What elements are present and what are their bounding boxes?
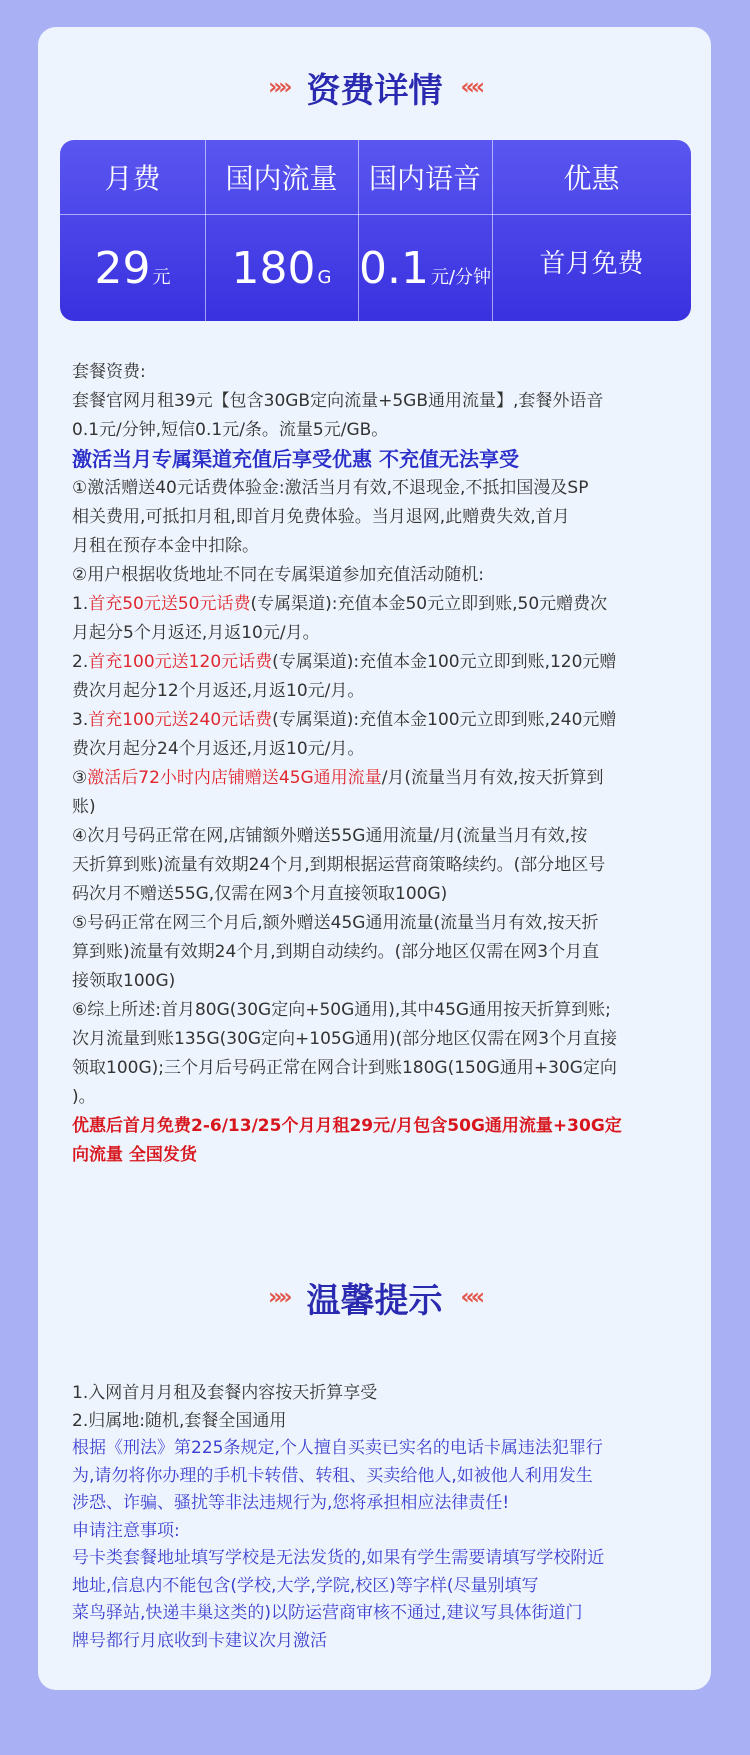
offer-prefix: 2. xyxy=(72,652,89,672)
recharge-highlight: 激活当月专属渠道充值后享受优惠 不充值无法享受 xyxy=(72,447,519,471)
offer-text: (专属渠道):充值本金50元立即到账,50元赠费次 xyxy=(250,594,608,614)
content-card xyxy=(38,27,711,1690)
fee-value-monthly xyxy=(60,215,205,321)
tip-line: 1.入网首月月租及套餐内容按天折算享受 xyxy=(72,1383,378,1403)
fee-value-voice xyxy=(358,215,492,321)
fee-column-voice xyxy=(358,140,493,321)
data-value: 180 xyxy=(231,243,316,294)
double-chevron-left-icon: «« xyxy=(460,75,481,100)
law-line: 为,请勿将你办理的手机卡转借、转租、买卖给他人,如被他人利用发生 xyxy=(72,1465,593,1486)
detail-line: 月起分5个月返还,月返10元/月。 xyxy=(72,623,320,643)
tip-line: 2.归属地:随机,套餐全国通用 xyxy=(72,1410,287,1431)
detail-line: 费次月起分12个月返还,月返10元/月。 xyxy=(72,681,365,701)
fee-column-data xyxy=(205,140,359,321)
offer-text: /月(流量当月有效,按天折算到 xyxy=(381,768,604,788)
offer-line xyxy=(72,648,692,677)
fee-header-voice: 国内语音 xyxy=(358,140,492,215)
offer-line xyxy=(72,590,692,619)
law-line: 根据《刑法》第225条规定,个人擅自买卖已实名的电话卡属违法犯罪行 xyxy=(72,1438,603,1458)
detail-line: ②用户根据收货地址不同在专属渠道参加充值活动随机: xyxy=(72,565,484,585)
offer-line xyxy=(72,764,692,793)
notice-label: 申请注意事项: xyxy=(72,1520,180,1541)
tips-section-heading xyxy=(38,1273,711,1322)
notice-line: 号卡类套餐地址填写学校是无法发货的,如果有学生需要请填写学校附近 xyxy=(72,1548,605,1568)
voice-unit: 元/分钟 xyxy=(430,267,492,288)
notice-line: 地址,信息内不能包含(学校,大学,学院,校区)等字样(尽量别填写 xyxy=(72,1575,539,1596)
monthly-fee-value: 29 xyxy=(94,243,151,294)
double-chevron-right-icon: »» xyxy=(268,75,289,100)
detail-line: 算到账)流量有效期24个月,到期自动续约。(部分地区仅需在网3个月直 xyxy=(72,942,600,962)
detail-line: 领取100G);三个月后号码正常在网合计到账180G(150G通用+30G定向 xyxy=(72,1058,617,1078)
detail-line: 接领取100G) xyxy=(72,971,176,991)
offer-prefix: 3. xyxy=(72,710,89,730)
tips-section-title: 温馨提示 xyxy=(306,1281,443,1321)
fee-section-title: 资费详情 xyxy=(306,71,443,111)
fee-header-promo: 优惠 xyxy=(492,140,691,215)
fee-value-promo xyxy=(492,215,691,321)
fee-column-promo xyxy=(492,140,691,321)
detail-line: 账) xyxy=(72,797,96,817)
tips-content xyxy=(72,1380,692,1655)
offer-highlight: 首充100元送240元话费 xyxy=(88,710,273,730)
law-line: 涉恐、诈骗、骚扰等非法违规行为,您将承担相应法律责任! xyxy=(72,1493,510,1513)
detail-line: )。 xyxy=(72,1087,96,1107)
data-unit: G xyxy=(317,267,332,288)
notice-line: 菜鸟驿站,快递丰巢这类的)以防运营商审核不通过,建议写具体街道门 xyxy=(72,1603,583,1623)
detail-line: 月租在预存本金中扣除。 xyxy=(72,536,259,556)
promo-value: 首月免费 xyxy=(539,249,644,279)
offer-prefix: ③ xyxy=(72,768,88,788)
detail-line: 码次月不赠送55G,仅需在网3个月直接领取100G) xyxy=(72,884,448,904)
fee-header-data: 国内流量 xyxy=(205,140,358,215)
fee-details xyxy=(72,358,692,1170)
detail-line: 天折算到账)流量有效期24个月,到期根据运营商策略续约。(部分地区号 xyxy=(72,855,606,875)
plan-line: 套餐官网月租39元【包含30GB定向流量+5GB通用流量】,套餐外语音 xyxy=(72,391,604,411)
monthly-fee-unit: 元 xyxy=(152,267,171,288)
fee-table xyxy=(60,140,691,321)
notice-line: 牌号都行月底收到卡建议次月激活 xyxy=(72,1630,327,1651)
voice-value: 0.1 xyxy=(358,243,429,294)
final-offer-line: 向流量 全国发货 xyxy=(72,1145,197,1165)
fee-section-heading xyxy=(38,63,711,112)
fee-column-monthly xyxy=(60,140,206,321)
final-offer-line: 优惠后首月免费2-6/13/25个月月租29元/月包含50G通用流量+30G定 xyxy=(72,1116,622,1136)
detail-line: ①激活赠送40元话费体验金:激活当月有效,不退现金,不抵扣国漫及SP xyxy=(72,478,589,498)
details-label: 套餐资费: xyxy=(72,362,146,382)
detail-line: ⑥综上所述:首月80G(30G定向+50G通用),其中45G通用按天折算到账; xyxy=(72,1000,611,1020)
detail-line: ④次月号码正常在网,店铺额外赠送55G通用流量/月(流量当月有效,按 xyxy=(72,826,588,846)
plan-line: 0.1元/分钟,短信0.1元/条。流量5元/GB。 xyxy=(72,420,389,440)
detail-line: 费次月起分24个月返还,月返10元/月。 xyxy=(72,739,365,759)
fee-value-data xyxy=(205,215,358,321)
offer-prefix: 1. xyxy=(72,594,89,614)
offer-text: (专属渠道):充值本金100元立即到账,120元赠 xyxy=(272,652,617,672)
offer-line xyxy=(72,706,692,735)
offer-highlight: 首充100元送120元话费 xyxy=(88,652,273,672)
detail-line: ⑤号码正常在网三个月后,额外赠送45G通用流量(流量当月有效,按天折 xyxy=(72,913,599,933)
detail-line: 相关费用,可抵扣月租,即首月免费体验。当月退网,此赠费失效,首月 xyxy=(72,507,570,527)
offer-text: (专属渠道):充值本金100元立即到账,240元赠 xyxy=(272,710,617,730)
double-chevron-right-icon: »» xyxy=(268,1285,289,1310)
fee-header-monthly: 月费 xyxy=(60,140,205,215)
offer-highlight: 激活后72小时内店铺赠送45G通用流量 xyxy=(87,768,382,788)
double-chevron-left-icon: «« xyxy=(460,1285,481,1310)
detail-line: 次月流量到账135G(30G定向+105G通用)(部分地区仅需在网3个月直接 xyxy=(72,1029,618,1049)
offer-highlight: 首充50元送50元话费 xyxy=(88,594,251,614)
